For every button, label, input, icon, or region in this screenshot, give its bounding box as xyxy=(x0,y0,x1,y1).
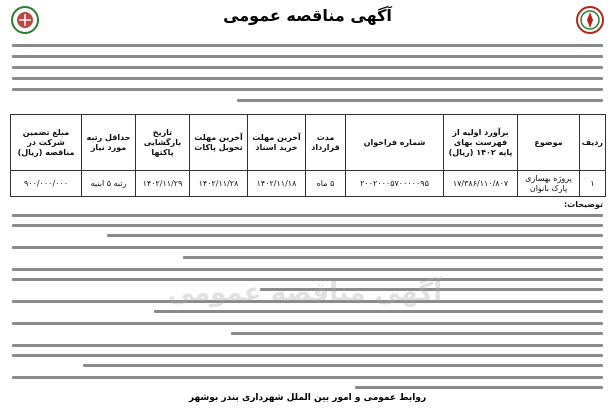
table-header: مبلغ تضمین شرکت در مناقصه (ریال) xyxy=(11,115,82,171)
text-line xyxy=(12,246,603,249)
table-cell: ۱۴۰۲/۱۱/۲۹ xyxy=(136,171,190,197)
text-line xyxy=(12,344,603,347)
table-header: مدت قرارداد xyxy=(306,115,346,171)
table-header: موضوع xyxy=(518,115,580,171)
notes-title: توضیحات: xyxy=(563,200,603,209)
text-line xyxy=(12,55,603,58)
text-line xyxy=(83,364,603,367)
table-header: تاریخ بازگشایی پاکتها xyxy=(136,115,190,171)
text-line xyxy=(12,44,603,47)
table-header: ردیف xyxy=(580,115,606,171)
table-cell: رتبه ۵ ابنیه xyxy=(82,171,136,197)
text-line xyxy=(237,99,603,102)
text-line xyxy=(107,234,603,237)
table-header: برآورد اولیه از فهرست بهای پایه ۱۴۰۲ (ریال) xyxy=(444,115,518,171)
text-line xyxy=(183,256,603,259)
municipality-logo-icon xyxy=(10,5,40,35)
text-line xyxy=(355,386,603,389)
table-cell: ۲۰۰۲۰۰۰۵۷۰۰۰۰۰۹۵ xyxy=(346,171,444,197)
text-line xyxy=(154,310,603,313)
text-line xyxy=(12,376,603,379)
intro-paragraph xyxy=(12,40,603,112)
text-line xyxy=(12,66,603,69)
table-header: آخرین مهلت خرید اسناد xyxy=(248,115,306,171)
ad-footer: روابط عمومی و امور بین الملل شهرداری بندر بوشهر xyxy=(188,393,427,403)
table-header: حداقل رتبه مورد نیاز xyxy=(82,115,136,171)
text-line xyxy=(12,268,603,271)
table-cell: ۱۴۰۲/۱۱/۲۸ xyxy=(190,171,248,197)
table-cell: ۱۴۰۲/۱۱/۱۸ xyxy=(248,171,306,197)
table-cell: ۵ ماه xyxy=(306,171,346,197)
table-row xyxy=(11,171,606,197)
text-line xyxy=(12,224,603,227)
text-line xyxy=(12,214,603,217)
table-cell: پروژه بهسازی پارک بانوان xyxy=(518,171,580,197)
text-line xyxy=(12,322,603,325)
table-header-row xyxy=(11,115,606,171)
watermark-text: آگهی مناقصه عمومی xyxy=(167,278,443,308)
ad-header xyxy=(0,0,615,38)
text-line xyxy=(12,77,603,80)
text-line xyxy=(12,88,603,91)
text-line xyxy=(231,332,603,335)
table-header: شماره فراخوان xyxy=(346,115,444,171)
table-cell: ۱ xyxy=(580,171,606,197)
ad-title: آگهی مناقصه عمومی xyxy=(223,6,392,25)
text-line xyxy=(12,354,603,357)
table-header: آخرین مهلت تحویل پاکات xyxy=(190,115,248,171)
tender-table xyxy=(10,114,606,197)
table-cell: ۱۷/۳۸۶/۱۱۰/۸۰۷ xyxy=(444,171,518,197)
table-cell: ۹۰۰/۰۰۰/۰۰۰ xyxy=(11,171,82,197)
